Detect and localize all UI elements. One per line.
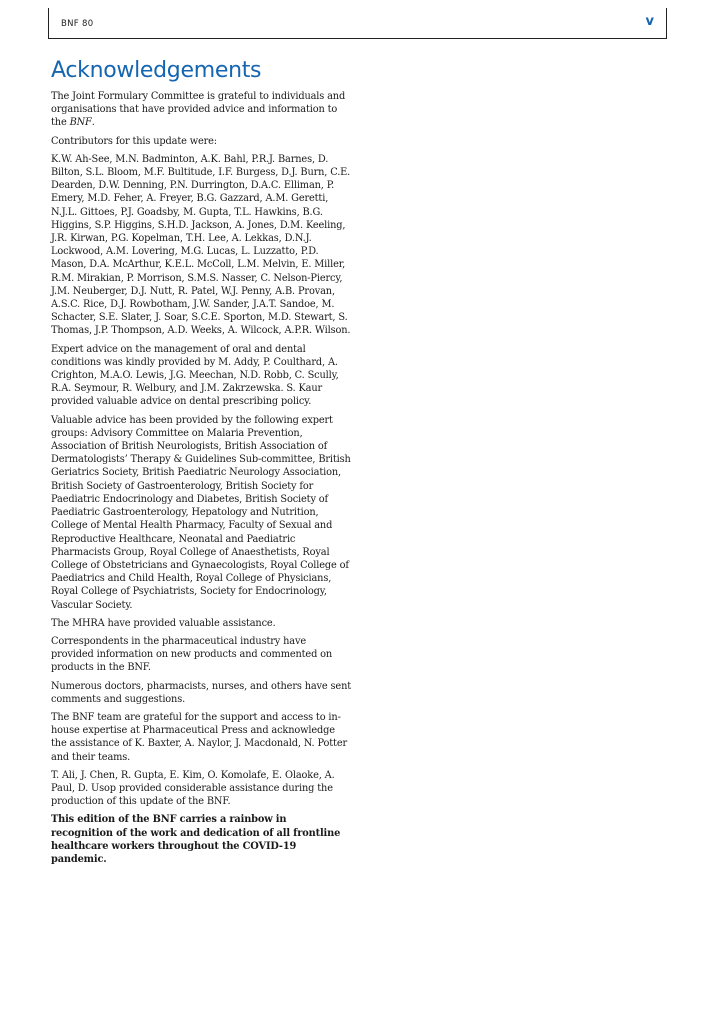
page-title: Acknowledgements <box>51 58 262 83</box>
running-header <box>48 8 667 39</box>
intro-text-b: . <box>91 117 95 129</box>
expert-groups-paragraph: Valuable advice has been provided by the following expert groups: Advisory Committee on Malaria Prevention, Association of British Neurologists, British Association of Dermatologists’ Therapy & Guidelines Sub-committee, British Geriatrics Society, British Paediatric Neurology Association, British Society of Gastroenterology, British Society for Paediatric Endocrinology and Diabetes, British Society of Paediatric Gastroenterology, Hepatology and Nutrition, College of Mental Health Pharmacy, Faculty of Sexual and Reproductive Healthcare, Neonatal and Paediatric Pharmacists Group, Royal College of Anaesthetists, Royal College of Obstetricians and Gynaecologists, Royal College of Paediatrics and Child Health, Royal College of Physicians, Royal College of Psychiatrists, Society for Endocrinology, Vascular Society. <box>51 414 351 611</box>
mhra-paragraph: The MHRA have provided valuable assistance. <box>51 617 276 629</box>
page-number: v <box>645 14 654 29</box>
intro-bnf-italic: BNF <box>69 117 92 129</box>
assistance-paragraph: T. Ali, J. Chen, R. Gupta, E. Kim, O. Komolafe, E. Olaoke, A. Paul, D. Usop provided considerable assistance during the production of this update of the BNF. <box>51 769 335 808</box>
industry-paragraph: Correspondents in the pharmaceutical industry have provided information on new products and commented on products in the BNF. <box>51 635 333 674</box>
oral-dental-paragraph: Expert advice on the management of oral and dental conditions was kindly provided by M. Addy, P. Coulthard, A. Crighton, M.A.O. Lewis, J.G. Meechan, N.D. Robb, C. Scully, R.A. Seymour, R. Welbury, and J.M. Zakrzewska. S. Kaur provided valuable advice on dental prescribing policy. <box>51 343 339 408</box>
intro-text-a: The Joint Formulary Committee is grateful to individuals and organisations that have provided advice and information to the <box>51 91 346 129</box>
acknowledgements-section <box>51 58 351 871</box>
running-head-text: BNF 80 <box>61 19 94 29</box>
bnf-team-paragraph: The BNF team are grateful for the support and access to in-house expertise at Pharmaceutical Press and acknowledge the assistance of K. Baxter, A. Naylor, J. Macdonald, N. Potter and their teams. <box>51 711 348 763</box>
contributors-lead: Contributors for this update were: <box>51 135 217 147</box>
intro-paragraph <box>51 90 351 130</box>
closing-statement: This edition of the BNF carries a rainbow in recognition of the work and dedication of all frontline healthcare workers throughout the COVID-19 pandemic. <box>51 814 341 865</box>
doctors-paragraph: Numerous doctors, pharmacists, nurses, and others have sent comments and suggestions. <box>51 680 352 705</box>
contributors-list: K.W. Ah-See, M.N. Badminton, A.K. Bahl, P.R.J. Barnes, D. Bilton, S.L. Bloom, M.F. Bultitude, I.F. Burgess, D.J. Burn, C.E. Dearden, D.W. Denning, P.N. Durrington, D.A.C. Elliman, P. Emery, M.D. Feher, A. Freyer, B.G. Gazzard, A.M. Geretti, N.J.L. Gittoes, P.J. Goadsby, M. Gupta, T.L. Hawkins, B.G. Higgins, S.P. Higgins, S.H.D. Jackson, A. Jones, D.M. Keeling, J.R. Kirwan, P.G. Kopelman, T.H. Lee, A. Lekkas, D.N.J. Lockwood, A.M. Lovering, M.G. Lucas, L. Luzzatto, P.D. Mason, D.A. McArthur, K.E.L. McColl, L.M. Melvin, E. Miller, R.M. Mirakian, P. Morrison, S.M.S. Nasser, C. Nelson-Piercy, J.M. Neuberger, D.J. Nutt, R. Patel, W.J. Penny, A.B. Provan, A.S.C. Rice, D.J. Rowbotham, J.W. Sander, J.A.T. Sandoe, M. Schacter, S.E. Slater, J. Soar, S.C.E. Sporton, M.D. Stewart, S. Thomas, J.P. Thompson, A.D. Weeks, A. Wilcock, A.P.R. Wilson. <box>51 153 351 337</box>
